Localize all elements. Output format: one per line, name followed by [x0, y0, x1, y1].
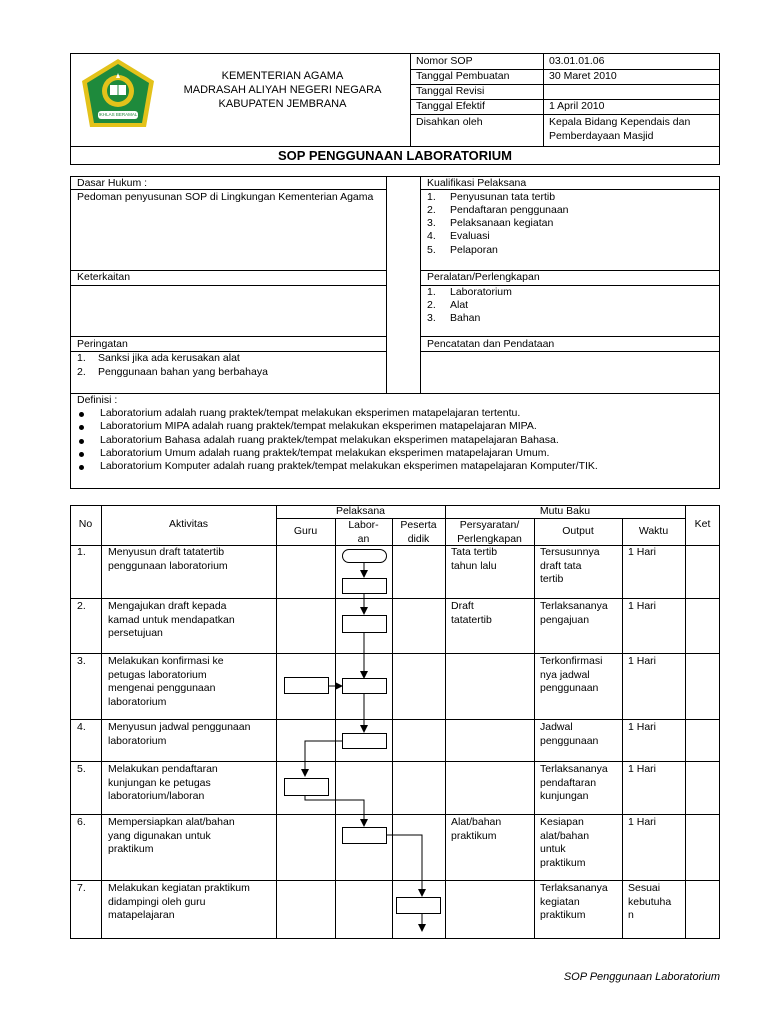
- row-output: Terlaksananya pengajuan: [540, 600, 608, 626]
- info-label-tanggal-revisi: Tanggal Revisi: [416, 85, 485, 97]
- row-aktivitas: Menyusun draft tatatertib penggunaan laboratorium: [108, 546, 228, 572]
- header-persyaratan: Persyaratan/ Perlengkapan: [457, 519, 522, 545]
- flow-process-box: [396, 897, 441, 914]
- peralatan-num-1: 1.: [427, 286, 436, 298]
- row-output: Terlaksananya kegiatan praktikum: [540, 882, 608, 922]
- row-waktu: 1 Hari: [628, 546, 657, 558]
- header-output: Output: [562, 525, 594, 537]
- row-output: Terkonfirmasi nya jadwal penggunaan: [540, 655, 603, 695]
- row-waktu: 1 Hari: [628, 816, 657, 828]
- kualifikasi-item: Pelaksanaan kegiatan: [450, 217, 554, 229]
- kualifikasi-num-2: 2.: [427, 204, 436, 216]
- row-waktu: 1 Hari: [628, 655, 657, 667]
- header-guru: Guru: [293, 525, 318, 537]
- org-line-3: KABUPATEN JEMBRANA: [218, 98, 347, 110]
- definisi-item: Laboratorium Bahasa adalah ruang praktek/tempat melakukan eksperimen matapelajaran Bahasa.: [100, 434, 559, 446]
- peringatan-num-2: 2.: [77, 366, 86, 378]
- peralatan-item: Alat: [450, 299, 469, 311]
- definisi-label: Definisi :: [77, 394, 118, 406]
- peringatan-item: Sanksi jika ada kerusakan alat: [98, 352, 240, 364]
- info-label-tanggal-efektif: Tanggal Efektif: [416, 100, 485, 112]
- kualifikasi-label: Kualifikasi Pelaksana: [427, 177, 527, 189]
- kualifikasi-item: Evaluasi: [450, 230, 490, 242]
- row-aktivitas: Mempersiapkan alat/bahan yang digunakan untuk praktikum: [108, 816, 235, 856]
- header-aktivitas: Aktivitas: [168, 518, 209, 530]
- row-aktivitas: Menyusun jadwal penggunaan laboratorium: [108, 721, 251, 747]
- peringatan-label: Peringatan: [77, 338, 128, 350]
- row-no: 7.: [77, 882, 86, 894]
- header-waktu: Waktu: [638, 525, 669, 537]
- kualifikasi-item: Pelaporan: [450, 244, 498, 256]
- row-waktu: 1 Hari: [628, 600, 657, 612]
- header-mutu-baku: Mutu Baku: [539, 505, 591, 517]
- row-aktivitas: Melakukan pendaftaran kunjungan ke petugas laboratorium/laboran: [108, 763, 218, 803]
- info-value-disahkan: Kepala Bidang Kependais dan Pemberdayaan Masjid: [549, 116, 691, 142]
- kualifikasi-item: Pendaftaran penggunaan: [450, 204, 569, 216]
- header-ket: Ket: [694, 518, 711, 530]
- keterkaitan-label: Keterkaitan: [77, 271, 131, 283]
- row-waktu: Sesuai kebutuha n: [628, 882, 672, 922]
- row-no: 1.: [77, 546, 86, 558]
- kualifikasi-num-5: 5.: [427, 244, 436, 256]
- pencatatan-label: Pencatatan dan Pendataan: [427, 338, 555, 350]
- kualifikasi-num-4: 4.: [427, 230, 436, 242]
- info-value-nomor-sop: 03.01.01.06: [549, 55, 605, 67]
- dasar-hukum-text: Pedoman penyusunan SOP di Lingkungan Kementerian Agama: [77, 191, 374, 203]
- row-no: 2.: [77, 600, 86, 612]
- info-label-tanggal-pembuatan: Tanggal Pembuatan: [416, 70, 510, 82]
- peralatan-item: Laboratorium: [450, 286, 512, 298]
- row-waktu: 1 Hari: [628, 721, 657, 733]
- row-output: Tersusunnya draft tata tertib: [540, 546, 600, 586]
- row-output: Kesiapan alat/bahan untuk praktikum: [540, 816, 590, 869]
- row-aktivitas: Mengajukan draft kepada kamad untuk mendapatkan persetujuan: [108, 600, 235, 640]
- kualifikasi-item: Penyusunan tata tertib: [450, 191, 556, 203]
- logo-caption: IKHLAS BERAMAL: [98, 112, 138, 117]
- footer-text: SOP Penggunaan Laboratorium: [563, 971, 720, 983]
- org-line-2: MADRASAH ALIYAH NEGERI NEGARA: [183, 84, 382, 96]
- row-no: 4.: [77, 721, 86, 733]
- info-value-tanggal-pembuatan: 30 Maret 2010: [549, 70, 617, 82]
- header-no: No: [78, 518, 93, 530]
- info-label-disahkan: Disahkan oleh: [416, 116, 483, 128]
- peralatan-item: Bahan: [450, 312, 481, 324]
- row-no: 6.: [77, 816, 86, 828]
- info-value-tanggal-efektif: 1 April 2010: [549, 100, 605, 112]
- row-no: 5.: [77, 763, 86, 775]
- definisi-item: Laboratorium MIPA adalah ruang praktek/tempat melakukan eksperimen matapelajaran MIPA.: [100, 420, 537, 432]
- flow-process-box: [342, 678, 387, 694]
- org-line-1: KEMENTERIAN AGAMA: [221, 70, 344, 82]
- flow-process-box: [284, 677, 329, 694]
- row-persyaratan: Tata tertib tahun lalu: [451, 546, 498, 572]
- row-no: 3.: [77, 655, 86, 667]
- flow-process-box: [342, 615, 387, 633]
- flow-process-box: [342, 733, 387, 749]
- header-peserta: Peserta didik: [400, 519, 437, 545]
- row-aktivitas: Melakukan kegiatan praktikum didampingi oleh guru matapelajaran: [108, 882, 250, 922]
- row-waktu: 1 Hari: [628, 763, 657, 775]
- kualifikasi-num-3: 3.: [427, 217, 436, 229]
- page-title: SOP PENGGUNAAN LABORATORIUM: [277, 148, 512, 163]
- peringatan-item: Penggunaan bahan yang berbahaya: [98, 366, 268, 378]
- row-persyaratan: Draft tatatertib: [451, 600, 492, 626]
- header-laboran: Labor- an: [348, 519, 379, 545]
- row-output: Jadwal penggunaan: [540, 721, 599, 747]
- definisi-item: Laboratorium Umum adalah ruang praktek/tempat melakukan eksperimen matapelajaran Umum.: [100, 447, 550, 459]
- flow-process-box: [342, 578, 387, 594]
- peralatan-num-3: 3.: [427, 312, 436, 324]
- definisi-item: Laboratorium Komputer adalah ruang praktek/tempat melakukan eksperimen matapelajaran Komputer/TIK.: [100, 460, 598, 472]
- row-aktivitas: Melakukan konfirmasi ke petugas laboratorium mengenai penggunaan laboratorium: [108, 655, 224, 708]
- kualifikasi-num-1: 1.: [427, 191, 436, 203]
- dasar-hukum-label: Dasar Hukum :: [77, 177, 148, 189]
- header-pelaksana: Pelaksana: [335, 505, 386, 517]
- peralatan-num-2: 2.: [427, 299, 436, 311]
- row-persyaratan: Alat/bahan praktikum: [451, 816, 502, 842]
- peringatan-num-1: 1.: [77, 352, 86, 364]
- peralatan-label: Peralatan/Perlengkapan: [427, 271, 540, 283]
- flow-process-box: [342, 827, 387, 844]
- info-label-nomor-sop: Nomor SOP: [416, 55, 473, 67]
- definisi-item: Laboratorium adalah ruang praktek/tempat melakukan eksperimen matapelajaran tertentu.: [100, 407, 521, 419]
- flow-start-terminator: [342, 549, 387, 563]
- flow-process-box: [284, 778, 329, 796]
- row-output: Terlaksananya pendaftaran kunjungan: [540, 763, 608, 803]
